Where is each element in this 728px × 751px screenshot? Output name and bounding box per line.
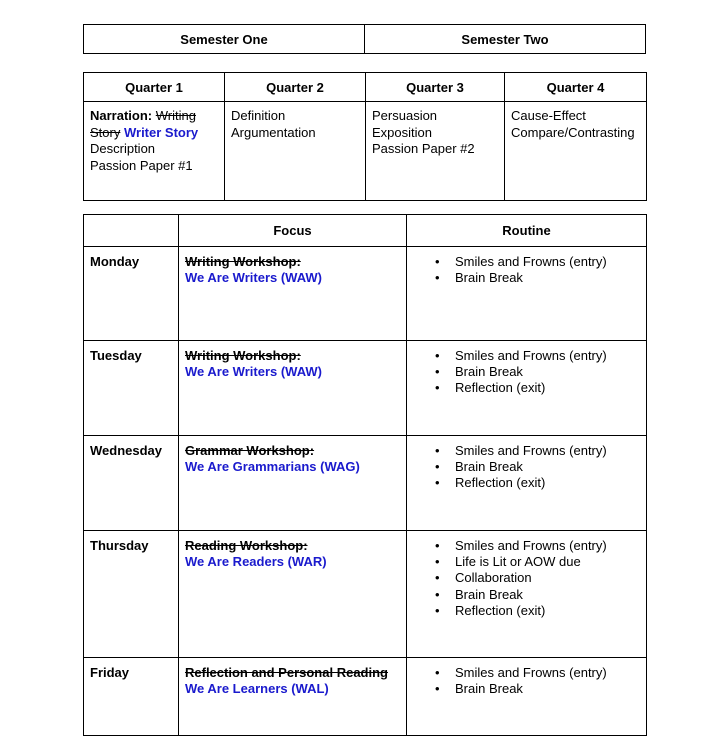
quarter-table <box>83 72 647 201</box>
focus-new-text: We Are Readers (WAR) <box>185 554 327 570</box>
day-cell: Thursday <box>84 531 179 658</box>
focus-old-text: Writing Workshop: <box>185 254 301 269</box>
quarter-header-row <box>84 73 647 102</box>
day-cell: Monday <box>84 247 179 341</box>
quarter-3-content <box>366 102 505 201</box>
routine-list <box>413 443 640 492</box>
q2-line: Definition <box>231 108 286 123</box>
routine-item: • Smiles and Frowns (entry) <box>413 665 640 681</box>
routine-cell <box>407 436 647 531</box>
schedule-row-monday <box>84 247 647 341</box>
q1-label: Narration: <box>90 108 153 123</box>
routine-item: • Smiles and Frowns (entry) <box>413 443 640 459</box>
q1-struck-text: Writing Story <box>90 108 196 140</box>
focus-new-text: We Are Grammarians (WAG) <box>185 459 360 475</box>
day-cell: Wednesday <box>84 436 179 531</box>
routine-item: • Smiles and Frowns (entry) <box>413 348 640 364</box>
focus-cell <box>179 247 407 341</box>
q3-line: Passion Paper #2 <box>372 141 475 156</box>
focus-new-text: We Are Writers (WAW) <box>185 270 323 286</box>
focus-old-text: Reading Workshop: <box>185 538 308 553</box>
day-cell: Tuesday <box>84 341 179 436</box>
focus-new-text: We Are Writers (WAW) <box>185 364 323 380</box>
q3-line: Exposition <box>372 124 432 140</box>
semester-row <box>84 25 646 54</box>
quarter-1-content <box>84 102 225 201</box>
focus-cell <box>179 658 407 736</box>
q1-line: Description <box>90 141 156 156</box>
focus-old-text: Grammar Workshop: <box>185 443 315 458</box>
routine-cell <box>407 247 647 341</box>
routine-list <box>413 348 640 397</box>
quarter-content-row <box>84 102 647 201</box>
schedule-header-row <box>84 215 647 247</box>
q2-line: Argumentation <box>231 124 316 140</box>
q4-line: Cause-Effect <box>511 108 586 123</box>
focus-cell <box>179 341 407 436</box>
quarter-2-header: Quarter 2 <box>225 73 366 102</box>
routine-cell <box>407 531 647 658</box>
routine-item: • Reflection (exit) <box>413 380 640 396</box>
routine-item: • Smiles and Frowns (entry) <box>413 254 640 270</box>
routine-item: • Brain Break <box>413 270 640 286</box>
weekly-schedule-table <box>83 214 647 736</box>
focus-new-text: We Are Learners (WAL) <box>185 681 329 697</box>
routine-item: • Collaboration <box>413 570 640 586</box>
quarter-1-header: Quarter 1 <box>84 73 225 102</box>
routine-cell <box>407 341 647 436</box>
quarter-4-content <box>505 102 647 201</box>
routine-item: • Brain Break <box>413 587 640 603</box>
schedule-row-tuesday <box>84 341 647 436</box>
routine-cell <box>407 658 647 736</box>
semester-two-cell: Semester Two <box>365 25 646 54</box>
semester-table <box>83 24 646 54</box>
schedule-row-friday <box>84 658 647 736</box>
quarter-3-header: Quarter 3 <box>366 73 505 102</box>
focus-cell <box>179 436 407 531</box>
quarter-2-content <box>225 102 366 201</box>
schedule-row-thursday <box>84 531 647 658</box>
routine-item: • Reflection (exit) <box>413 603 640 619</box>
q1-line: Passion Paper #1 <box>90 157 193 173</box>
routine-item: • Smiles and Frowns (entry) <box>413 538 640 554</box>
routine-item: • Reflection (exit) <box>413 475 640 491</box>
focus-old-text: Reflection and Personal Reading <box>185 665 388 680</box>
schedule-row-wednesday <box>84 436 647 531</box>
routine-item: • Life is Lit or AOW due <box>413 554 640 570</box>
day-header <box>84 215 179 247</box>
routine-list <box>413 254 640 286</box>
q4-line: Compare/Contrasting <box>511 124 635 140</box>
routine-header: Routine <box>407 215 647 247</box>
q3-line: Persuasion <box>372 108 438 123</box>
focus-header: Focus <box>179 215 407 247</box>
focus-old-text: Writing Workshop: <box>185 348 301 363</box>
routine-item: • Brain Break <box>413 681 640 697</box>
routine-list <box>413 665 640 697</box>
quarter-4-header: Quarter 4 <box>505 73 647 102</box>
routine-item: • Brain Break <box>413 459 640 475</box>
day-cell: Friday <box>84 658 179 736</box>
focus-cell <box>179 531 407 658</box>
semester-one-cell: Semester One <box>84 25 365 54</box>
q1-replacement-text: Writer Story <box>123 124 199 140</box>
routine-list <box>413 538 640 619</box>
routine-item: • Brain Break <box>413 364 640 380</box>
